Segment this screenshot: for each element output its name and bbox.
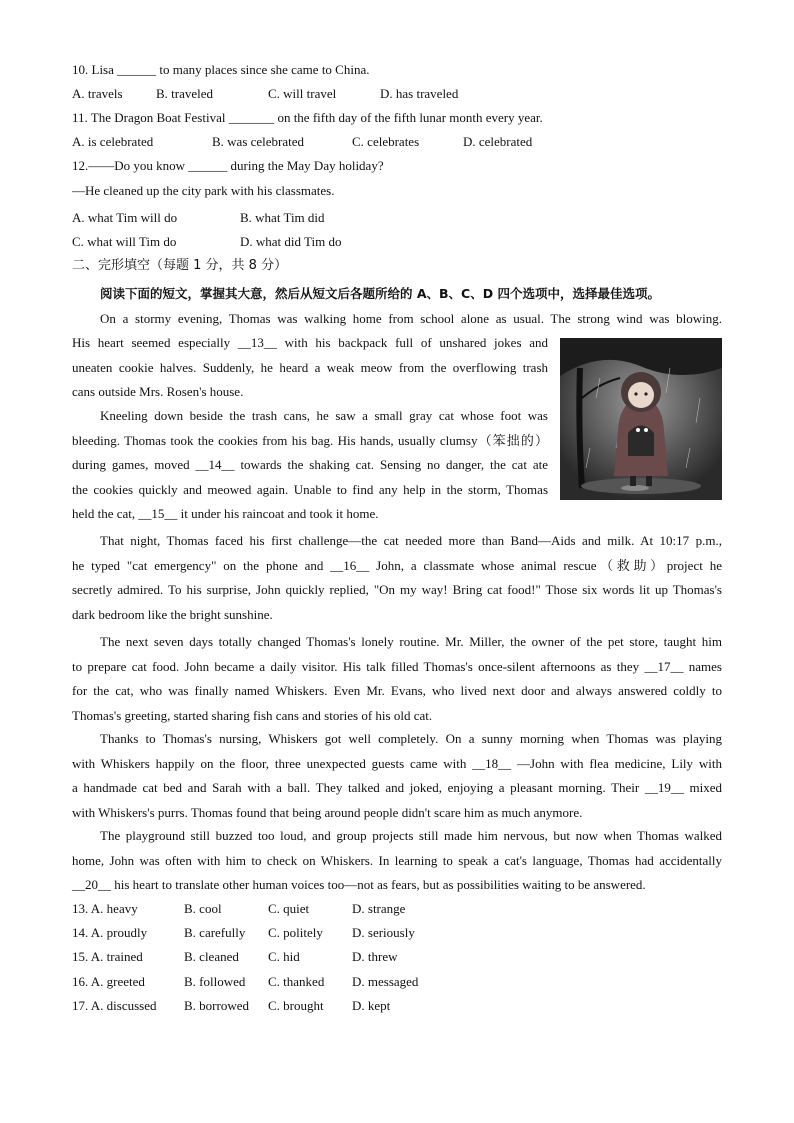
q12-option-c: C. what will Tim do <box>72 234 177 249</box>
passage-line: with Whiskers happily on the floor, three unexpected guests came with __18__ —John with flea medicine, Lily with <box>72 755 722 771</box>
story-illustration <box>560 338 722 500</box>
question-11-stem: 11. The Dragon Boat Festival _______ on the fifth day of the fifth lunar month every year. <box>72 110 543 125</box>
passage-line: His heart seemed especially __13__ with his backpack full of unshared jokes and <box>72 335 548 350</box>
passage-line: That night, Thomas faced his first challenge—the cat needed more than Band—Aids and milk. At 10:17 p.m., <box>100 533 722 548</box>
passage-paragraph-1-wrap <box>72 331 548 405</box>
passage-paragraph-1 <box>72 307 722 332</box>
passage-line: cans outside Mrs. Rosen's house. <box>72 384 244 399</box>
passage-line: The next seven days totally changed Thomas's lonely routine. Mr. Miller, the owner of the pet store, taught him <box>100 634 722 649</box>
q15-option-c: C. hid <box>268 949 300 964</box>
section-heading: 二、完形填空（每题 1 分，共 8 分） <box>72 258 288 273</box>
passage-line: Kneeling down beside the trash cans, he saw a small gray cat whose foot was <box>100 408 548 423</box>
q14-option-b: B. carefully <box>184 925 246 940</box>
question-12-answer: —He cleaned up the city park with his classmates. <box>72 183 335 198</box>
q15-option-d: D. threw <box>352 949 398 964</box>
passage-line: held the cat, __15__ it under his raincoat and took it home. <box>72 506 379 521</box>
passage-line: a handmade cat bed and Sarah with a ball. They talked and joked, enjoying a pleasant morning. Their __19__ mixed <box>72 780 722 795</box>
q13-option-b: B. cool <box>184 901 222 916</box>
passage-paragraph-6 <box>72 824 722 898</box>
passage-line: during games, moved __14__ towards the shaking cat. Sensing no danger, the cat ate <box>72 457 548 472</box>
q11-option-d: D. celebrated <box>463 134 533 149</box>
q11-option-b: B. was celebrated <box>212 134 305 149</box>
q15-option-b: B. cleaned <box>184 949 239 964</box>
passage-paragraph-5 <box>72 727 722 825</box>
passage-line: Thanks to Thomas's nursing, Whiskers got well completely. On a sunny morning when Thomas was playing <box>100 731 722 746</box>
q16-option-c: C. thanked <box>268 974 325 989</box>
q13-option-c: C. quiet <box>268 901 310 916</box>
q11-option-c: C. celebrates <box>352 134 420 149</box>
passage-line: __20__ his heart to translate other human voices too—not as fears, but as possibilities waiting to be answered. <box>72 877 646 892</box>
q10-option-d: D. has traveled <box>380 86 459 101</box>
passage-line: with Whiskers's purrs. Thomas found that being around people didn't scare him as much anymore. <box>72 804 583 820</box>
section-instruction: 阅读下面的短文，掌握其大意，然后从短文后各题所给的 A、B、C、D 四个选项中，选择最佳选项。 <box>100 286 660 301</box>
q13-option-d: D. strange <box>352 901 406 916</box>
q11-option-a: A. is celebrated <box>72 134 154 149</box>
passage-line: bleeding. Thomas took the cookies from his bag. His hands, usually clumsy（笨拙的） <box>72 432 548 448</box>
q12-option-b: B. what Tim did <box>240 210 325 225</box>
q10-option-b: B. traveled <box>156 86 214 101</box>
passage-line: he typed "cat emergency" on the phone and __16__ John, a classmate whose animal rescue（救助）project he <box>72 557 722 573</box>
question-12-stem: 12.——Do you know ______ during the May Day holiday? <box>72 158 384 173</box>
passage-line: home, John was often with him to check on Whiskers. In learning to speak a cat's language, Thomas had accidentally <box>72 852 722 868</box>
q16-option-d: D. messaged <box>352 974 419 989</box>
passage-paragraph-4 <box>72 630 722 728</box>
question-10-stem: 10. Lisa ______ to many places since she came to China. <box>72 62 370 77</box>
passage-paragraph-3 <box>72 529 722 627</box>
q12-option-a: A. what Tim will do <box>72 210 178 225</box>
q16-option-b: B. followed <box>184 974 246 989</box>
q12-option-d: D. what did Tim do <box>240 234 342 249</box>
passage-line: secretly admired. To his surprise, John quickly replied, "On my way! Bring cat food!" Those six words lit up Thomas's <box>72 582 722 597</box>
passage-line: The playground still buzzed too loud, and group projects still made him nervous, but now when Thomas walked <box>100 828 722 843</box>
q17-option-b: B. borrowed <box>184 998 249 1013</box>
passage-line: Thomas's greeting, started sharing fish cans and stories of his old cat. <box>72 707 433 723</box>
q10-option-a: A. travels <box>72 86 123 101</box>
q13-option-a: 13. A. heavy <box>72 901 138 916</box>
q14-option-a: 14. A. proudly <box>72 925 148 940</box>
q10-option-c: C. will travel <box>268 86 337 101</box>
q14-option-d: D. seriously <box>352 925 415 940</box>
q17-option-c: C. brought <box>268 998 324 1013</box>
passage-line: for the cat, who was finally named Whiskers. Even Mr. Evans, who lived next door and always answered coldly to <box>72 683 722 698</box>
passage-line: to prepare cat food. John became a daily visitor. His talk filled Thomas's once-silent afternoons as they __17__ names <box>72 658 722 674</box>
passage-line: the cookies quickly and meowed again. Unable to find any help in the storm, Thomas <box>72 481 548 497</box>
q14-option-c: C. politely <box>268 925 323 940</box>
q17-option-a: 17. A. discussed <box>72 998 157 1013</box>
q17-option-d: D. kept <box>352 998 391 1013</box>
q16-option-a: 16. A. greeted <box>72 974 145 989</box>
passage-paragraph-2 <box>72 404 548 527</box>
passage-line: uneaten cookie halves. Suddenly, he heard a weak meow from the overflowing trash <box>72 359 548 375</box>
q15-option-a: 15. A. trained <box>72 949 143 964</box>
passage-line: dark bedroom like the bright sunshine. <box>72 606 273 622</box>
passage-line: On a stormy evening, Thomas was walking home from school alone as usual. The strong wind was blowing. <box>100 311 722 326</box>
